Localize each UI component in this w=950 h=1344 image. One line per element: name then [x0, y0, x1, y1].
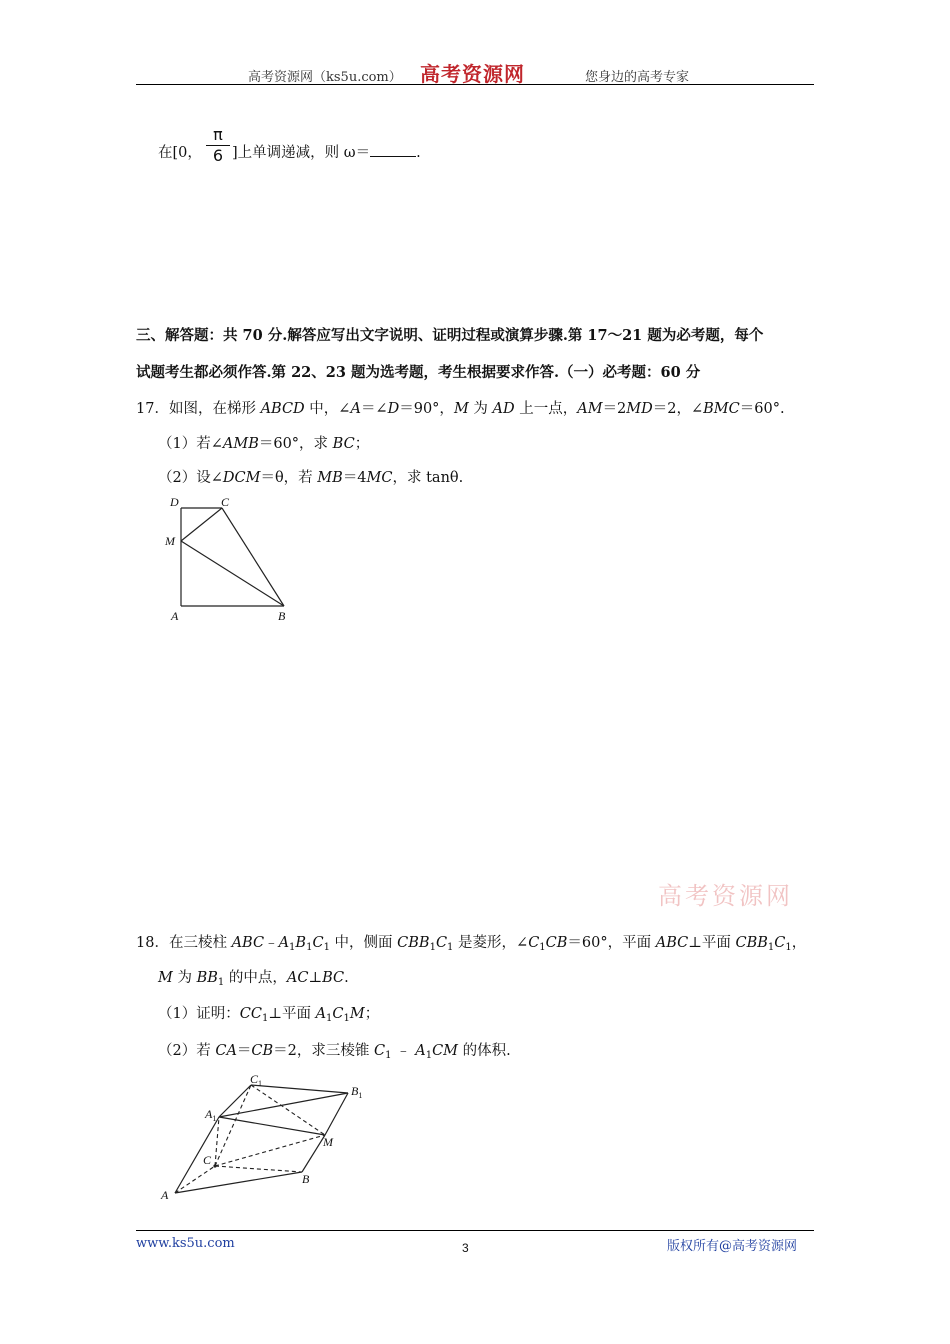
math: C — [774, 935, 786, 951]
text: ＝90°， — [399, 401, 454, 417]
math: CM — [432, 1043, 459, 1059]
text: ＝2 — [602, 401, 627, 417]
math: BMC — [703, 401, 740, 417]
text: （1）若∠ — [158, 436, 223, 452]
math: C — [332, 1006, 344, 1022]
label-m: M — [165, 534, 175, 548]
q17-trapezoid-figure — [160, 492, 300, 627]
fraction-denominator: 6 — [212, 146, 224, 165]
subscript: 1 — [261, 1013, 269, 1024]
label-a1: $A_1$ — [205, 1107, 217, 1123]
label-b1: $B_1$ — [351, 1084, 363, 1100]
footer-link[interactable]: www.ks5u.com — [136, 1236, 235, 1251]
answer-blank — [370, 144, 416, 157]
math: CBB — [397, 935, 430, 951]
label-d: D — [170, 495, 179, 509]
subscript: 1 — [343, 1013, 350, 1024]
text: 中，侧面 — [329, 935, 398, 951]
q18-number: 18． — [136, 935, 169, 951]
edge-a1m — [219, 1117, 325, 1135]
text: ＝4 — [342, 470, 367, 486]
text: ＝θ，若 — [260, 470, 318, 486]
math: M — [349, 1006, 365, 1022]
math: AM — [577, 401, 603, 417]
header-logo: 高考资源网 — [420, 62, 525, 86]
text: ＝ — [236, 1043, 252, 1059]
text: ⊥ — [308, 970, 323, 986]
label-c: C — [221, 495, 230, 509]
q16-fraction — [204, 126, 232, 165]
text: ﹣ — [391, 1043, 416, 1059]
label-c1: $C_1$ — [250, 1072, 263, 1088]
text: 的中点， — [224, 970, 287, 986]
footer-rule — [136, 1230, 814, 1231]
subscript: 1 — [429, 942, 436, 953]
header-left-text: 高考资源网（ks5u.com） — [248, 70, 402, 85]
text: ﹣ — [264, 935, 279, 951]
math: AD — [492, 401, 515, 417]
text: ＝∠ — [360, 401, 388, 417]
subscript: 1 — [217, 977, 225, 988]
section3-line2: 试题考生都必须作答.第 22、23 题为选考题，考生根据要求作答.（一）必考题：60 分 — [136, 364, 701, 381]
edge-mc — [181, 508, 222, 541]
q17-stem — [136, 397, 785, 418]
edge-c1m-hidden — [251, 1085, 325, 1135]
math: A — [278, 935, 290, 951]
q18-stem-line2 — [158, 966, 349, 988]
text: ， — [791, 935, 807, 951]
math: A — [315, 1006, 327, 1022]
text: ＝2，求三棱锥 — [273, 1043, 375, 1059]
text: ＝60°，平面 — [567, 935, 656, 951]
subscript: 1 — [289, 942, 296, 953]
section3-line1: 三、解答题：共 70 分.解答应写出文字说明、证明过程或演算步骤.第 17～21 题为必考题，每个 — [136, 327, 764, 344]
footer-copyright: 版权所有@高考资源网 — [667, 1239, 798, 1254]
q16-suffix-text: ]上单调递减，则 ω＝ — [232, 145, 371, 161]
text: ； — [354, 436, 370, 452]
page-number: 3 — [462, 1241, 469, 1255]
text: 在三棱柱 — [168, 935, 232, 951]
edge-ac-hidden — [175, 1166, 215, 1193]
text: 如图，在梯形 — [168, 401, 261, 417]
subscript: 1 — [447, 942, 454, 953]
subscript: 1 — [306, 942, 313, 953]
math: B — [295, 935, 307, 951]
math: BB — [196, 970, 218, 986]
header-rule — [136, 84, 814, 85]
text: ⊥平面 — [268, 1006, 316, 1022]
math: C — [374, 1043, 386, 1059]
text: 为 — [172, 970, 197, 986]
text: ； — [364, 1006, 380, 1022]
edge-c1b1 — [251, 1085, 348, 1093]
math: DCM — [222, 470, 261, 486]
math: ABCD — [260, 401, 305, 417]
subscript: 1 — [323, 942, 330, 953]
math: CB — [251, 1043, 274, 1059]
subscript: 1 — [385, 1050, 392, 1061]
text: （2）若 — [158, 1043, 216, 1059]
edge-cc1-hidden — [215, 1085, 251, 1166]
edge-aa1 — [175, 1117, 219, 1193]
math: C — [312, 935, 324, 951]
q18-stem-line1 — [136, 931, 806, 953]
text: （2）设∠ — [158, 470, 223, 486]
math: BC — [332, 436, 355, 452]
edge-mb1 — [325, 1093, 348, 1135]
text: ＝60°，求 — [258, 436, 333, 452]
math: C — [435, 935, 448, 951]
label-b: B — [278, 609, 286, 623]
subscript: 1 — [767, 942, 775, 953]
text: 是菱形，∠ — [453, 935, 529, 951]
math: AC — [286, 970, 309, 986]
text: . — [344, 970, 349, 986]
text: ⊥平面 — [688, 935, 736, 951]
math: CA — [215, 1043, 237, 1059]
math: CB — [545, 935, 568, 951]
edge-cb — [222, 508, 284, 606]
math: CC — [239, 1006, 262, 1022]
q16-prefix: 在[0， — [158, 145, 202, 161]
math: ABC — [655, 935, 689, 951]
text: 上一点， — [514, 401, 578, 417]
point-c — [213, 1164, 216, 1167]
math: D — [387, 401, 400, 417]
subscript: 1 — [425, 1050, 433, 1061]
fraction-numerator: π — [213, 125, 223, 144]
math: MB — [317, 470, 343, 486]
math: ABC — [231, 935, 265, 951]
math: C — [528, 935, 540, 951]
math: AMB — [222, 436, 259, 452]
label-c: C — [203, 1153, 212, 1167]
text: ＝60°. — [739, 401, 785, 417]
q17-number: 17． — [136, 401, 169, 417]
text: ＝2，∠ — [652, 401, 704, 417]
header-right-text: 您身边的高考专家 — [585, 70, 690, 85]
subscript: 1 — [326, 1013, 333, 1024]
q18-part2 — [158, 1039, 511, 1061]
label-b: B — [302, 1172, 310, 1186]
edge-mb — [181, 541, 284, 606]
math: M — [158, 970, 173, 986]
math: A — [415, 1043, 426, 1059]
text: 中，∠ — [304, 401, 351, 417]
q16-end: . — [416, 145, 421, 161]
q18-prism-figure — [155, 1068, 375, 1210]
math: CBB — [735, 935, 768, 951]
q16-suffix — [232, 141, 421, 162]
text: 的体积. — [458, 1043, 511, 1059]
subscript: 1 — [785, 942, 792, 953]
text: （1）证明： — [158, 1006, 240, 1022]
label-a: A — [171, 609, 179, 623]
text: ，求 tanθ. — [392, 470, 464, 486]
text: 为 — [468, 401, 493, 417]
math: MC — [366, 470, 393, 486]
q18-part1 — [158, 1002, 379, 1024]
edge-ab — [175, 1172, 302, 1193]
label-m: M — [323, 1135, 333, 1149]
label-a: A — [161, 1188, 169, 1202]
q17-part1 — [158, 432, 369, 453]
watermark: 高考资源网 — [658, 882, 793, 910]
math: M — [453, 401, 469, 417]
subscript: 1 — [539, 942, 546, 953]
edge-cb-hidden — [215, 1166, 302, 1172]
q17-part2 — [158, 466, 463, 487]
math: A — [350, 401, 361, 417]
math: MD — [626, 401, 653, 417]
math: BC — [322, 970, 345, 986]
